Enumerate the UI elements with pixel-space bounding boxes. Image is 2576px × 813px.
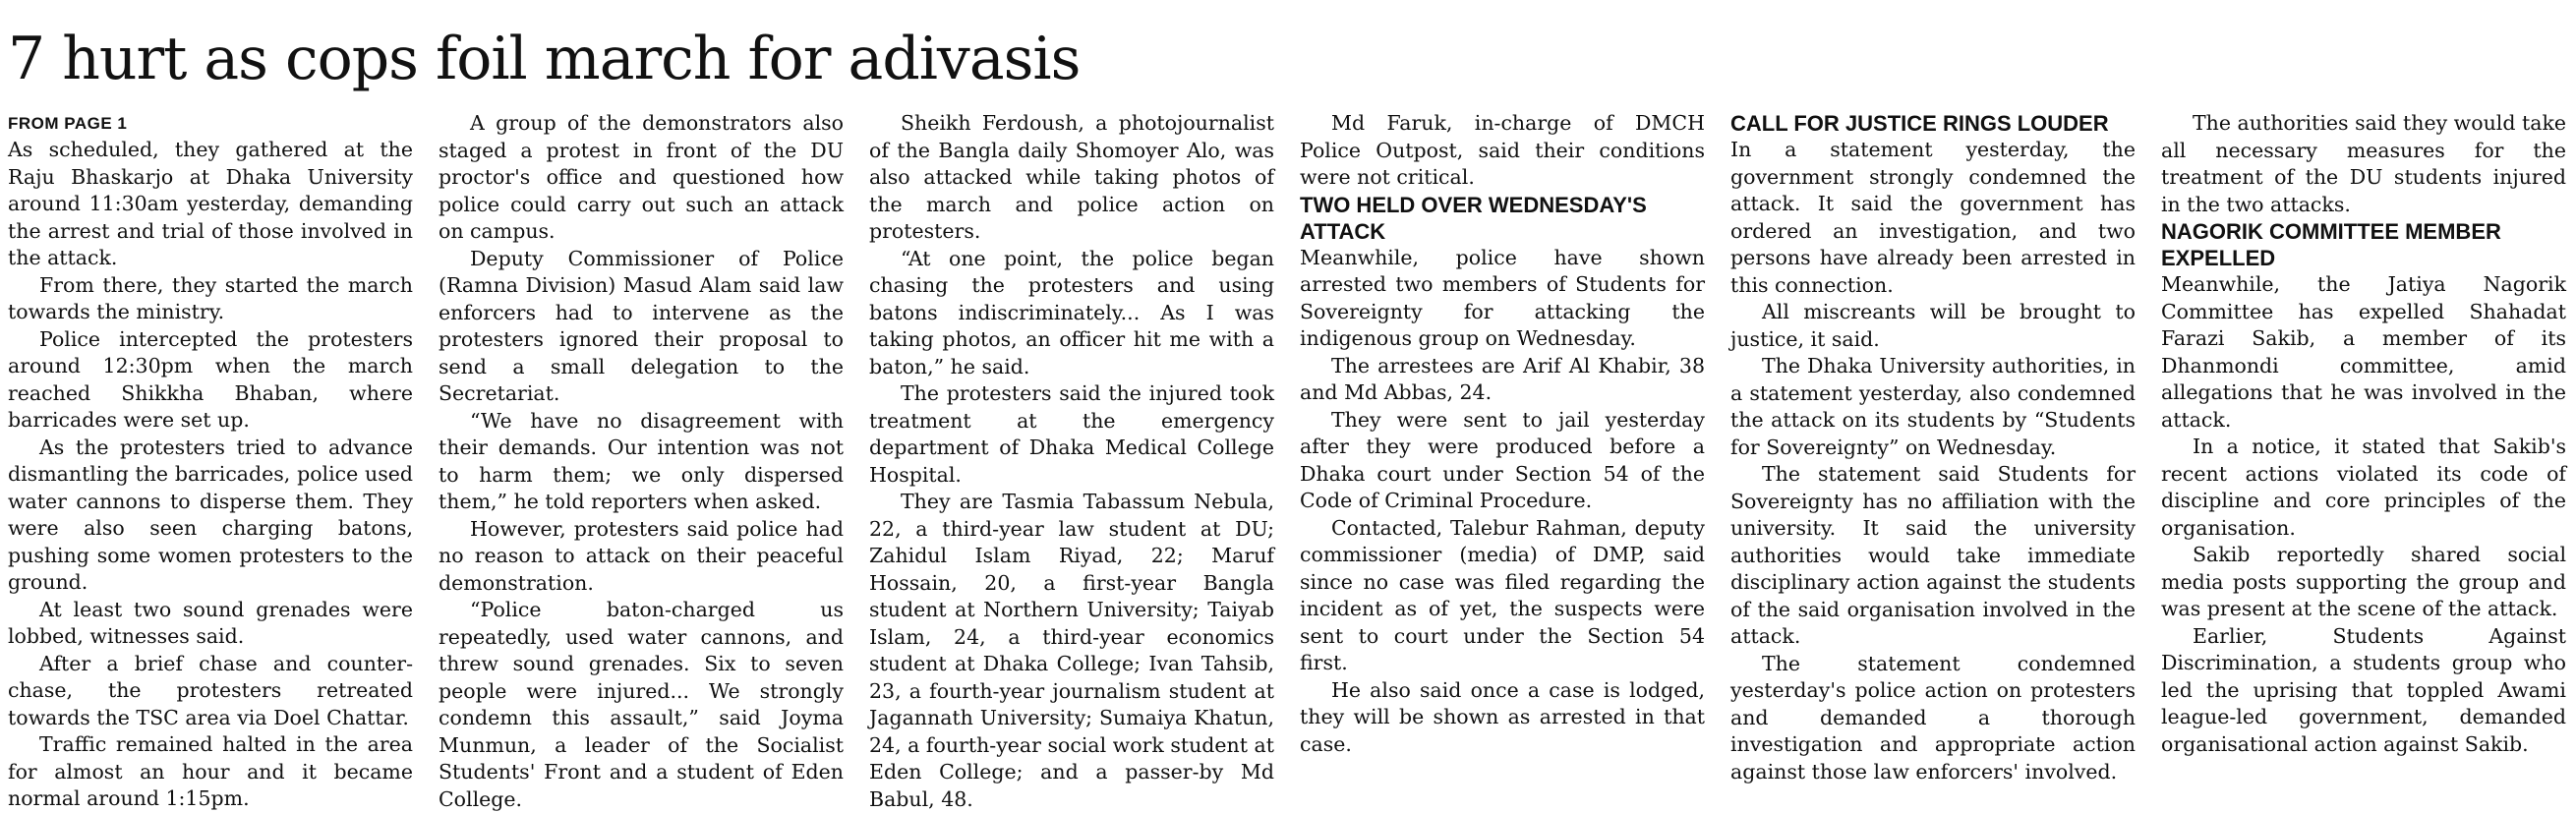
paragraph: Sakib reportedly shared social media posts supporting the group and was present at the scene of the attack. <box>2161 543 2566 620</box>
headline: 7 hurt as cops foil march for adivasis <box>8 25 1081 93</box>
paragraph: The authorities said they would take all necessary measures for the treatment of the DU students injured in the two attacks. <box>2161 111 2566 216</box>
paragraph: In a notice, it stated that Sakib's recent actions violated its code of discipline and core principles of the organisation. <box>2161 435 2566 540</box>
subheading-call-for-justice: CALL FOR JUSTICE RINGS LOUDER <box>1730 111 2109 136</box>
paragraph: After a brief chase and counter-chase, the protesters retreated towards the TSC area via Doel Chattar. <box>8 651 413 729</box>
paragraph: From there, they started the march towards the ministry. <box>8 272 413 323</box>
article-body <box>8 110 2566 811</box>
paragraph: “We have no disagreement with their demands. Our intention was not to harm them; we only dispersed them,” he told reporters when asked. <box>439 408 844 513</box>
paragraph: At least two sound grenades were lobbed, witnesses said. <box>8 597 413 648</box>
column-6 <box>2161 110 2566 813</box>
column-3 <box>869 110 1274 813</box>
paragraph: Police intercepted the protesters around 12:30pm when the march reached Shikkha Bhaban, where barricades were set up. <box>8 326 413 432</box>
column-2 <box>439 110 844 813</box>
paragraph: The protesters said the injured took treatment at the emergency department of Dhaka Medical College Hospital. <box>869 381 1274 487</box>
column-4 <box>1300 110 1705 813</box>
paragraph: They were sent to jail yesterday after they were produced before a Dhaka court under Section 54 of the Code of Criminal Procedure. <box>1300 407 1705 512</box>
column-5 <box>1730 110 2136 813</box>
paragraph: All miscreants will be brought to justice, it said. <box>1730 300 2136 351</box>
paragraph: However, protesters said police had no reason to attack on their peaceful demonstration. <box>439 516 844 595</box>
paragraph: Deputy Commissioner of Police (Ramna Division) Masud Alam said law enforcers had to intervene as the protesters ignored their proposal to send a small delegation to the Secretariat. <box>439 246 844 405</box>
paragraph: “At one point, the police began chasing the protesters and using batons indiscriminately... As I was taking photos, an officer hit me with a baton,” he said. <box>869 246 1274 378</box>
paragraph: “Police baton-charged us repeatedly, used water cannons, and threw sound grenades. Six to seven people were injured... We strongly condemn this assault,” said Joyma Munmun, a leader of the Socialist Students' Front and a student of Eden College. <box>439 598 844 811</box>
paragraph: As the protesters tried to advance dismantling the barricades, police used water cannons to disperse them. They were also seen charging batons, pushing some women protesters to the ground. <box>8 435 413 594</box>
paragraph: Contacted, Talebur Rahman, deputy commissioner (media) of DMP, said since no case was filed regarding the incident as of yet, the suspects were sent to court under the Section 54 first. <box>1300 515 1705 674</box>
paragraph: The statement condemned yesterday's police action on protesters and demanded a thorough investigation and appropriate action against those law enforcers' involved. <box>1730 651 2136 784</box>
paragraph: The Dhaka University authorities, in a statement yesterday, also condemned the attack on its students by “Students for Sovereignty” on Wednesday. <box>1730 354 2136 459</box>
paragraph: In a statement yesterday, the government strongly condemned the attack. It said the government has ordered an investigation, and two persons have already been arrested in this connection. <box>1730 138 2136 297</box>
paragraph: A group of the demonstrators also staged a protest in front of the DU proctor's office and questioned how police could carry out such an attack on campus. <box>439 111 844 243</box>
paragraph: As scheduled, they gathered at the Raju Bhaskarjo at Dhaka University around 11:30am yesterday, demanding the arrest and trial of those involved in the attack. <box>8 138 413 269</box>
paragraph: He also said once a case is lodged, they will be shown as arrested in that case. <box>1300 677 1705 756</box>
column-1 <box>8 110 413 813</box>
paragraph: Md Faruk, in-charge of DMCH Police Outpost, said their conditions were not critical. <box>1300 111 1705 189</box>
subheading-nagorik-committee: NAGORIK COMMITTEE MEMBER EXPELLED <box>2161 219 2501 270</box>
subheading-two-held: TWO HELD OVER WEDNESDAY'S ATTACK <box>1300 192 1647 244</box>
paragraph: The statement said Students for Sovereignty has no affiliation with the university. It said the university authorities would take immediate disciplinary action against the students of the said organisation involved in the attack. <box>1730 462 2136 648</box>
paragraph: Sheikh Ferdoush, a photojournalist of the Bangla daily Shomoyer Alo, was also attacked while taking photos of the march and police action on protesters. <box>869 111 1274 243</box>
paragraph: Meanwhile, the Jatiya Nagorik Committee has expelled Shahadat Farazi Sakib, a member of its Dhanmondi committee, amid allegations that he was involved in the attack. <box>2161 272 2566 432</box>
paragraph: Meanwhile, police have shown arrested two members of Students for Sovereignty for attacking the indigenous group on Wednesday. <box>1300 245 1705 350</box>
paragraph: The arrestees are Arif Al Khabir, 38 and Md Abbas, 24. <box>1300 353 1705 404</box>
continuation-kicker: FROM PAGE 1 <box>8 114 128 133</box>
paragraph: Traffic remained halted in the area for almost an hour and it became normal around 1:15pm. <box>8 732 413 810</box>
paragraph: They are Tasmia Tabassum Nebula, 22, a third-year law student at DU; Zahidul Islam Riyad, 22; Maruf Hossain, 20, a first-year Bangla student at Northern University; Taiyab Islam, 24, a third-year economics student at Dhaka College; Ivan Tahsib, 23, a fourth-year journalism student at Jagannath University; Sumaiya Khatun, 24, a fourth-year social work student at Eden College; and a passer-by Md Babul, 48. <box>869 490 1274 811</box>
paragraph: Earlier, Students Against Discrimination, a students group who led the uprising that toppled Awami league-led government, demanded organisational action against Sakib. <box>2161 623 2566 756</box>
